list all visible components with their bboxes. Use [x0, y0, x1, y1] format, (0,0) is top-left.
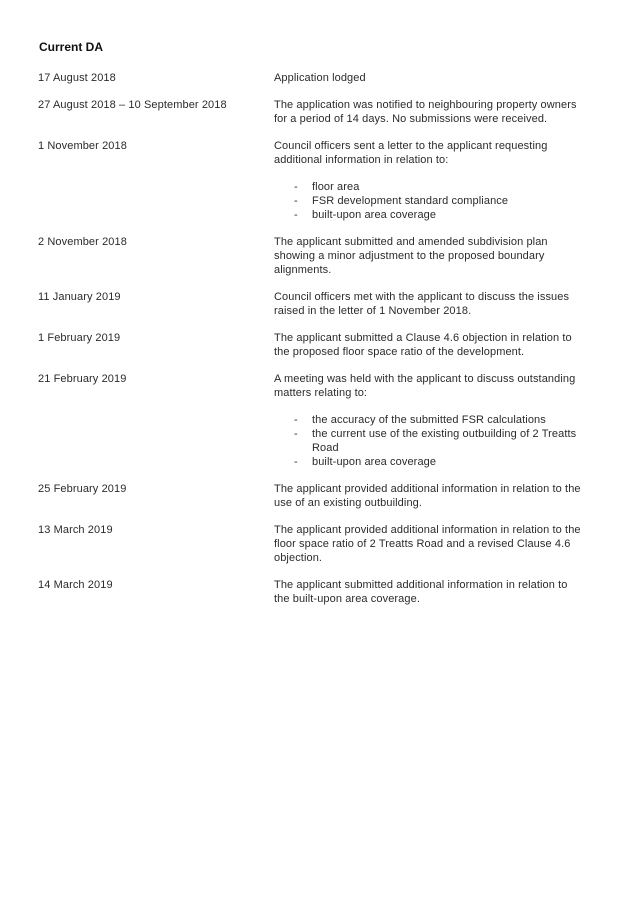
section-title: Current DA — [39, 40, 104, 54]
timeline-entry — [38, 139, 598, 222]
entry-date: 25 February 2019 — [38, 483, 127, 495]
entry-date: 11 January 2019 — [38, 291, 121, 303]
timeline-entry — [38, 578, 598, 606]
entry-text: Council officers met with the applicant to discuss the issues raised in the letter of 1 November 2018. — [274, 291, 570, 317]
bullet-item — [294, 413, 584, 427]
entry-text: The applicant submitted additional information in relation to the built-upon area coverage. — [274, 579, 568, 605]
entry-text: The application was notified to neighbouring property owners for a period of 14 days. No submissions were received. — [274, 99, 577, 125]
bullet-text: the current use of the existing outbuilding of 2 Treatts Road — [312, 428, 577, 454]
entry-description — [274, 372, 584, 469]
timeline-entry — [38, 98, 598, 126]
entry-description — [274, 523, 584, 565]
entry-description — [274, 98, 584, 126]
bullet-marker: - — [294, 414, 298, 426]
entry-text: Application lodged — [274, 72, 366, 84]
entry-date: 13 March 2019 — [38, 524, 113, 536]
bullet-text: the accuracy of the submitted FSR calculations — [312, 414, 546, 426]
entry-text: The applicant provided additional information in relation to the use of an existing outbuilding. — [274, 483, 581, 509]
bullet-marker: - — [294, 181, 298, 193]
bullet-list — [274, 180, 584, 222]
entry-date: 17 August 2018 — [38, 72, 116, 84]
entry-text: A meeting was held with the applicant to discuss outstanding matters relating to: — [274, 373, 576, 399]
bullet-item — [294, 455, 584, 469]
entry-description — [274, 290, 584, 318]
entry-description — [274, 139, 584, 222]
entry-text: The applicant submitted and amended subdivision plan showing a minor adjustment to the proposed boundary alignments. — [274, 236, 548, 276]
timeline-entry — [38, 331, 598, 359]
entry-description — [274, 578, 584, 606]
timeline-entry — [38, 71, 598, 85]
bullet-text: FSR development standard compliance — [312, 195, 509, 207]
bullet-item — [294, 427, 584, 455]
entry-date: 1 February 2019 — [38, 332, 121, 344]
entry-text: The applicant provided additional information in relation to the floor space ratio of 2 Treatts Road and a revised Clause 4.6 objection. — [274, 524, 581, 564]
bullet-text: built-upon area coverage — [312, 456, 437, 468]
bullet-marker: - — [294, 195, 298, 207]
entry-date: 1 November 2018 — [38, 140, 127, 152]
entry-description — [274, 71, 584, 85]
entry-text: Council officers sent a letter to the applicant requesting additional information in relation to: — [274, 140, 548, 166]
entry-date: 21 February 2019 — [38, 373, 127, 385]
timeline-entry — [38, 523, 598, 565]
bullet-list — [274, 413, 584, 469]
entry-text: The applicant submitted a Clause 4.6 objection in relation to the proposed floor space ratio of the development. — [274, 332, 572, 358]
entry-date: 2 November 2018 — [38, 236, 127, 248]
entry-description — [274, 235, 584, 277]
bullet-marker: - — [294, 456, 298, 468]
bullet-marker: - — [294, 428, 298, 440]
entry-date: 14 March 2019 — [38, 579, 113, 591]
bullet-text: built-upon area coverage — [312, 209, 437, 221]
bullet-text: floor area — [312, 181, 360, 193]
timeline-entry — [38, 235, 598, 277]
bullet-item — [294, 194, 584, 208]
timeline-entry — [38, 482, 598, 510]
bullet-item — [294, 180, 584, 194]
bullet-item — [294, 208, 584, 222]
entry-description — [274, 482, 584, 510]
timeline-entry — [38, 372, 598, 469]
entry-description — [274, 331, 584, 359]
bullet-marker: - — [294, 209, 298, 221]
timeline-entry — [38, 290, 598, 318]
entry-date: 27 August 2018 – 10 September 2018 — [38, 99, 227, 111]
